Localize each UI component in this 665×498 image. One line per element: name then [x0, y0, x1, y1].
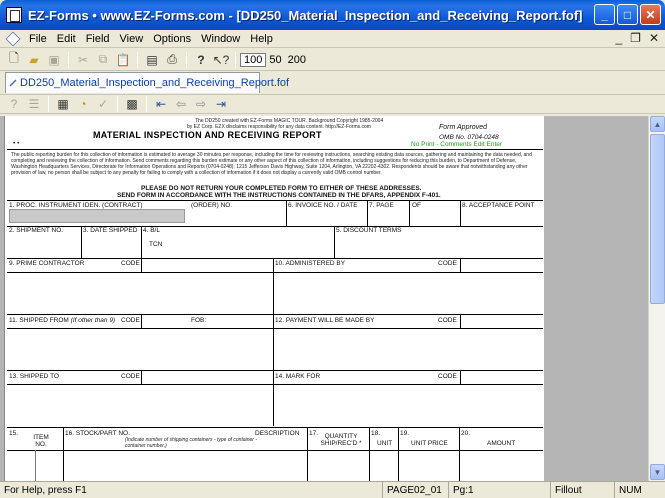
context-help-icon[interactable]: ↖? — [212, 52, 230, 67]
field-16-label: 16. STOCK/PART NO. — [65, 430, 130, 437]
status-help: For Help, press F1 — [4, 484, 87, 496]
field-help-icon[interactable]: ? — [10, 97, 18, 111]
field-20-label: 20. — [461, 430, 471, 437]
status-page-number: Pg:1 — [448, 482, 550, 498]
field-2-label: 2. SHIPMENT NO. — [9, 227, 64, 234]
field-10-label: 10. ADMINISTERED BY — [275, 260, 346, 267]
field-10-code-label: CODE — [438, 260, 457, 267]
calculator-icon[interactable]: ▦ — [57, 97, 69, 111]
status-num-lock: NUM — [614, 482, 665, 498]
field-13-label: 13. SHIPPED TO — [9, 373, 59, 380]
status-mode: Fillout — [550, 482, 614, 498]
main-toolbar — [0, 49, 665, 71]
menu-bar — [0, 30, 665, 48]
field-12-code-label: CODE — [438, 317, 457, 324]
field-13-code-label: CODE — [121, 373, 140, 380]
status-bar — [0, 481, 665, 498]
field-14-code-label: CODE — [438, 373, 457, 380]
description-label: DESCRIPTION — [255, 430, 300, 437]
print-icon[interactable]: ⎙ — [167, 52, 177, 66]
checkmark-icon[interactable]: ✓ — [97, 97, 109, 111]
save-icon[interactable]: ▣ — [48, 52, 60, 67]
status-page-name: PAGE02_01 — [382, 482, 448, 498]
field-8-label: 8. ACCEPTANCE POINT — [462, 202, 535, 209]
menu-file[interactable]: File — [29, 32, 47, 45]
zoom-50-button[interactable]: 50 — [269, 53, 282, 66]
close-button[interactable]: ✕ — [640, 4, 661, 25]
field-4-label: 4. B/L — [143, 227, 160, 234]
menu-edit[interactable]: Edit — [56, 32, 76, 45]
field-18-label: 18. — [371, 430, 381, 437]
contract-number-input[interactable] — [9, 209, 185, 223]
zoom-200-button[interactable]: 200 — [287, 53, 306, 66]
field-14-label: 14. MARK FOR — [275, 373, 321, 380]
copyright-note: The DD250 created with EZ-Forms MAGIC TOUR. Background Copyright 1985-2004 — [195, 118, 384, 124]
omb-number: OMB No. 0704-0248 — [439, 134, 499, 141]
form-page — [4, 116, 544, 481]
print-preview-icon[interactable]: ▤ — [146, 52, 158, 67]
menu-help[interactable]: Help — [250, 32, 273, 45]
field-11-code-label: CODE — [121, 317, 140, 324]
field-9-label: 9. PRIME CONTRACTOR — [9, 260, 85, 267]
amount-label: AMOUNT — [487, 440, 516, 447]
document-menu-icon[interactable] — [6, 31, 21, 46]
paste-icon[interactable]: 📋 — [115, 52, 131, 67]
menu-view[interactable]: View — [119, 32, 144, 45]
form-icon — [10, 80, 17, 87]
new-file-icon[interactable]: 🗋 — [9, 51, 19, 65]
copy-icon[interactable]: ⧉ — [98, 52, 108, 66]
scroll-thumb[interactable] — [650, 134, 665, 304]
field-6-label: 6. INVOICE NO. / DATE — [288, 202, 358, 209]
document-tab[interactable] — [5, 72, 290, 93]
menu-options[interactable]: Options — [153, 32, 192, 45]
unit-price-label: UNIT PRICE — [411, 440, 448, 447]
field-19-label: 19. — [400, 430, 410, 437]
field-11-label: 11. SHIPPED FROM (If other than 9) — [9, 317, 116, 324]
field-5-label: 5. DISCOUNT TERMS — [336, 227, 402, 234]
field-list-icon[interactable]: ☰ — [28, 97, 40, 111]
field-15-label: 15. — [9, 430, 19, 437]
title-bar[interactable] — [0, 0, 665, 30]
field-12-label: 12. PAYMENT WILL BE MADE BY — [275, 317, 375, 324]
open-folder-icon[interactable]: ▰ — [29, 52, 39, 67]
menu-window[interactable]: Window — [201, 32, 241, 45]
mdi-close-icon[interactable]: ✕ — [648, 31, 659, 45]
quantity-label: QUANTITY SHIP/REC'D * — [320, 433, 362, 447]
grid-icon[interactable]: ▩ — [126, 97, 138, 111]
menu-field[interactable]: Field — [85, 32, 110, 45]
unit-label: UNIT — [377, 440, 393, 447]
field-3-label: 3. DATE SHIPPED — [83, 227, 138, 234]
app-icon[interactable] — [6, 7, 22, 23]
field-7b-label: OF — [412, 202, 422, 209]
document-tab-label: DD250_Material_Inspection_and_Receiving_Report.fof — [20, 77, 290, 89]
last-field-icon[interactable]: ⇥ — [215, 97, 227, 111]
zoom-100-button[interactable]: 100 — [240, 53, 266, 67]
scroll-up-icon[interactable]: ▲ — [650, 116, 665, 132]
item-no-label: ITEM NO. — [33, 434, 49, 448]
field-1-label: 1. PROC. INSTRUMENT IDEN. (CONTRACT) — [9, 202, 143, 209]
cut-icon[interactable]: ✂ — [77, 52, 89, 67]
field-9-code-label: CODE — [121, 260, 140, 267]
scroll-down-icon[interactable]: ▼ — [650, 464, 665, 480]
window-title: EZ-Forms • www.EZ-Forms.com - [DD250_Material_Inspection_and_Receiving_Report.fof] — [28, 7, 583, 23]
dots: • • — [13, 140, 20, 147]
clock-icon[interactable]: ◔ — [79, 97, 87, 111]
minimize-button[interactable]: _ — [594, 4, 615, 25]
document-tabs — [0, 72, 665, 94]
field-16-note: (Indicate number of shipping containers - type of container - container number.) — [125, 437, 258, 449]
notice-line-1: PLEASE DO NOT RETURN YOUR COMPLETED FORM TO EITHER OF THESE ADDRESSES. — [141, 185, 422, 192]
form-toolbar — [0, 94, 665, 114]
field-4b-label: TCN — [149, 241, 163, 248]
mdi-restore-icon[interactable]: ❐ — [630, 31, 641, 45]
fob-label: FOB: — [191, 317, 207, 324]
next-field-icon[interactable]: ⇨ — [195, 97, 207, 111]
burden-statement: The public reporting burden for this collection of information is estimated to average 30 minutes per response, including the time for reviewing instructions, searching existing data sources, gathering and maintaining the data needed, and completing and reviewing the collection of information. Send comments regarding this burden estimate or any other aspect of this collection of information, including suggestions for reducing this burden, to Department of Defense, Washington Headquarters Services, Directorate for Information Operations and Reports (0704-0248), 1215 Jefferson Davis Highway, Suite 1204, Arlington, VA 22202-4302. Respondents should be aware that notwithstanding any other provision of law, no person shall be subject to any penalty for failing to comply with a collection of information if it does not display a currently valid OMB control number. — [11, 152, 532, 176]
previous-field-icon[interactable]: ⇦ — [175, 97, 187, 111]
form-title: MATERIAL INSPECTION AND RECEIVING REPORT — [93, 130, 322, 140]
field-17-label: 17. — [309, 430, 319, 437]
document-area — [0, 116, 665, 481]
disclaimer-note: by EZ Corp. EZX disclaims responsibility for any data content. http://EZ-Forms.com — [187, 124, 371, 130]
notice-line-2: SEND FORM IN ACCORDANCE WITH THE INSTRUCTIONS CONTAINED IN THE DFARS, APPENDIX F-401. — [117, 192, 441, 199]
field-7-label: 7. PAGE — [369, 202, 394, 209]
help-icon[interactable]: ? — [197, 52, 205, 67]
field-1b-label: (ORDER) NO. — [191, 202, 233, 209]
vertical-scrollbar[interactable] — [648, 116, 665, 481]
no-print-note: No Print - Comments Edit Enter — [411, 141, 503, 148]
form-approved: Form Approved — [439, 124, 487, 131]
maximize-button[interactable]: □ — [617, 4, 638, 25]
first-field-icon[interactable]: ⇤ — [155, 97, 167, 111]
mdi-minimize-icon[interactable]: _ — [615, 31, 623, 45]
